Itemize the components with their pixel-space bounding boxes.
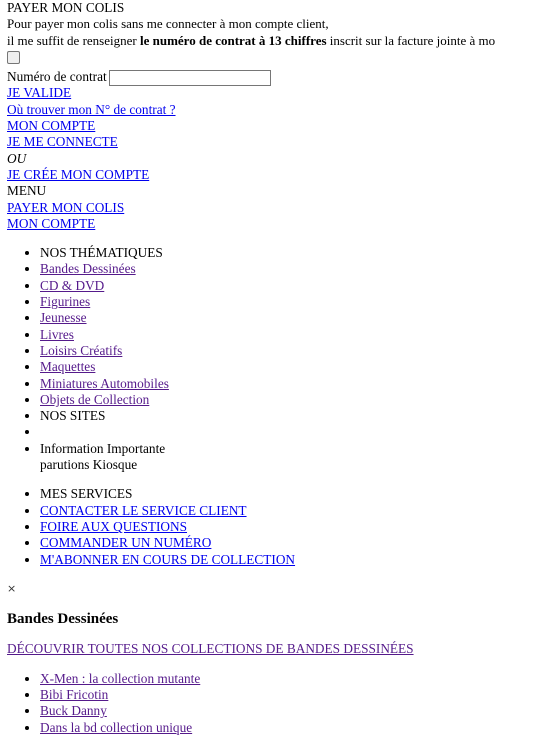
- pay-checkbox[interactable]: [7, 51, 20, 64]
- thematique-link[interactable]: Objets de Collection: [40, 391, 150, 407]
- info-line-1: • Information Importante: [40, 440, 166, 456]
- discover-collections-link[interactable]: DÉCOUVRIR TOUTES NOS COLLECTIONS DE BANDES DESSINÉES: [7, 641, 414, 657]
- sites-title: • NOS SITES: [40, 408, 554, 424]
- or-text: [7, 151, 554, 167]
- collection-link[interactable]: Buck Danny: [40, 703, 107, 719]
- list-item: [40, 535, 554, 551]
- list-item: [40, 392, 554, 408]
- list-item: [40, 261, 554, 277]
- list-item: [40, 310, 554, 326]
- list-item: [40, 359, 554, 375]
- list-item: [40, 343, 554, 359]
- collection-link[interactable]: Bibi Fricotin: [40, 686, 109, 702]
- contract-row: [7, 69, 554, 85]
- thematique-link[interactable]: Figurines: [40, 294, 91, 310]
- list-item: [40, 552, 554, 568]
- intro-line-1: Pour payer mon colis sans me connecter à mon compte client,: [7, 16, 329, 32]
- list-item: [40, 278, 554, 294]
- thematique-link[interactable]: Loisirs Créatifs: [40, 342, 123, 358]
- service-subscribe-link[interactable]: M'ABONNER EN COURS DE COLLECTION: [40, 551, 296, 567]
- thematiques-list: [7, 245, 554, 473]
- service-faq-link[interactable]: FOIRE AUX QUESTIONS: [40, 518, 188, 534]
- thematique-link[interactable]: Jeunesse: [40, 310, 87, 326]
- account-link[interactable]: MON COMPTE: [7, 118, 96, 134]
- list-item: [40, 720, 554, 736]
- thematique-link[interactable]: Miniatures Automobiles: [40, 375, 169, 391]
- section-title: Bandes Dessinées: [7, 611, 119, 628]
- intro-text: [7, 16, 554, 49]
- intro-text-a: il me suffit de renseigner: [7, 32, 140, 48]
- intro-text-b: inscrit sur la facture jointe à mo: [326, 32, 496, 48]
- or-label: OU: [7, 150, 27, 166]
- menu-label: MENU: [7, 183, 47, 199]
- collections-list: [7, 671, 554, 736]
- services-list: [7, 486, 554, 567]
- menu-item-account[interactable]: MON COMPTE: [7, 215, 96, 231]
- list-item: [40, 703, 554, 719]
- create-account-link[interactable]: JE CRÉE MON COMPTE: [7, 166, 150, 182]
- intro-line-2: [7, 33, 554, 49]
- list-item: [40, 376, 554, 392]
- thematique-link[interactable]: Livres: [40, 326, 74, 342]
- intro-text-bold: le numéro de contrat à 13 chiffres: [139, 32, 327, 48]
- info-line-2: parutions Kiosque: [40, 457, 138, 473]
- service-contact-link[interactable]: CONTACTER LE SERVICE CLIENT: [40, 502, 247, 518]
- list-item: [40, 327, 554, 343]
- close-icon[interactable]: ×: [7, 581, 17, 595]
- contract-label: Numéro de contrat: [7, 69, 107, 85]
- services-title: • MES SERVICES: [40, 486, 554, 502]
- login-link[interactable]: JE ME CONNECTE: [7, 134, 118, 150]
- thematiques-title: • NOS THÉMATIQUES: [40, 245, 554, 261]
- menu-item-pay[interactable]: PAYER MON COLIS: [7, 199, 125, 215]
- list-item: [40, 671, 554, 687]
- list-item: [40, 519, 554, 535]
- thematique-link[interactable]: Bandes Dessinées: [40, 261, 136, 277]
- list-item: [40, 503, 554, 519]
- contract-help-link[interactable]: Où trouver mon N° de contrat ?: [7, 101, 176, 117]
- list-item: [40, 687, 554, 703]
- thematique-link[interactable]: CD & DVD: [40, 277, 105, 293]
- list-item: [40, 294, 554, 310]
- collection-link[interactable]: Dans la bd collection unique: [40, 719, 193, 735]
- pay-title: PAYER MON COLIS: [7, 0, 125, 15]
- validate-link[interactable]: JE VALIDE: [7, 85, 72, 101]
- info-item: [40, 441, 554, 474]
- service-order-link[interactable]: COMMANDER UN NUMÉRO: [40, 535, 212, 551]
- empty-list-item: [40, 424, 554, 440]
- thematique-link[interactable]: Maquettes: [40, 359, 96, 375]
- contract-number-input[interactable]: [109, 70, 271, 86]
- collection-link[interactable]: X-Men : la collection mutante: [40, 670, 201, 686]
